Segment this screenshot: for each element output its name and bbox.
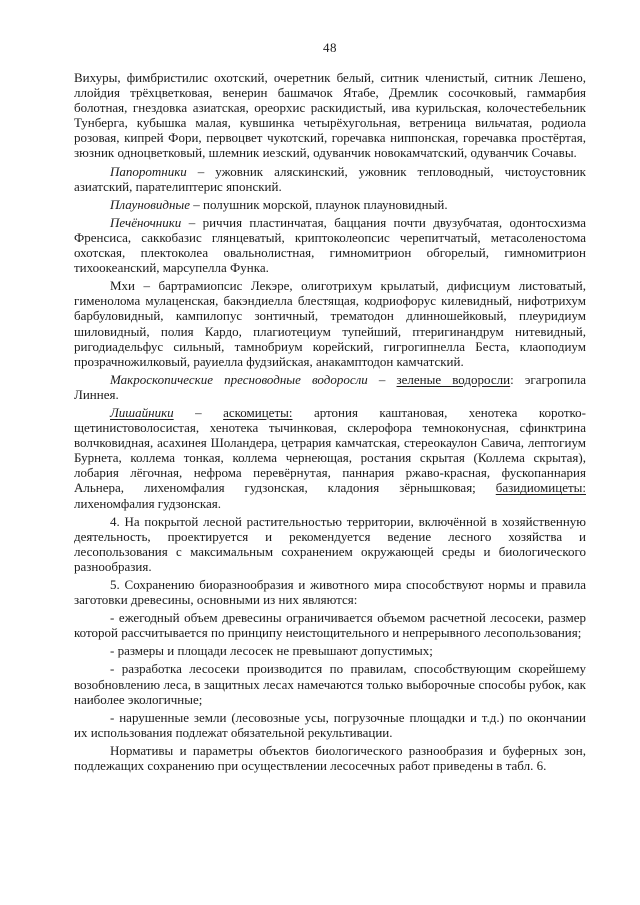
lycopods-text: – полушник морской, плаунок плауновидный.	[190, 196, 448, 212]
paragraph-ferns	[74, 164, 586, 194]
basidiomycetes-text: лихеномфалия гудзонская.	[74, 495, 221, 511]
algae-label: Макроскопические пресноводные водоросли	[110, 371, 368, 387]
paragraph-item-5: 5. Сохранению биоразнообразия и животного мира способствуют нормы и правила заготовки древесины, основными из них являются:	[74, 577, 586, 608]
ascomycetes-text: артония каштановая, хенотека коротко-щетинистоволосистая, хенотека тычинковая, склерофора темноконусная, сфинктрина волчковидная, асахинея Шоландера, цетрария камчатская, стереокаулон Савича, лептогиум Бурнета, коллема тонкая, коллема чернеющая, ростания скрытая (Коллема скрытая), лобария лёгочная, нефрома перевёрнутая, паннария ржаво-красная, фускопаннария Альнера, лихеномфалия гудзонская, кладония зёрнышковая;	[74, 404, 586, 496]
algae-text: : эгагропила Линнея.	[74, 371, 587, 402]
liverworts-label: Печёночники	[110, 214, 182, 230]
list-item-annual-volume: - ежегодный объем древесины ограничивается объемом расчетной лесосеки, размер которой рассчитывается по принципу неистощительного и непрерывного лесопользования;	[74, 610, 586, 641]
paragraph-lycopods	[74, 197, 586, 212]
page-number: 48	[323, 40, 337, 55]
ferns-text: – ужовник аляскинский, ужовник тепловодный, чистоустовник азиатский, парателиптерис японский.	[74, 163, 586, 194]
lycopods-label: Плауновидные	[110, 196, 191, 212]
ferns-label: Папоротники	[110, 163, 187, 179]
lichens-label: Лишайники	[110, 404, 174, 420]
basidiomycetes-label: базидиомицеты:	[495, 480, 586, 496]
list-item-land-reclamation: - нарушенные земли (лесовозные усы, погрузочные площадки и т.д.) по окончании их использования подлежат обязательной рекультивации.	[74, 709, 586, 740]
list-item-cutting-area-size: - размеры и площади лесосек не превышают допустимых;	[110, 643, 433, 659]
lichens-dash: –	[173, 404, 224, 420]
algae-group-label: зеленые водоросли	[396, 371, 511, 387]
liverworts-text: – риччия пластинчатая, баццания почти двузубчатая, одонтосхизма Френсиса, саккобазис глянцеватый, криптоколеопсис черепитчатый, метасоленостома охотская, плектоколеа овальнолистная, гимномитрион обгорелый, гимномитрион тихоокеанский, марсупелла Функа.	[74, 214, 586, 276]
paragraph-algae	[74, 372, 586, 402]
paragraph-liverworts	[74, 215, 586, 275]
ascomycetes-label: аскомицеты:	[223, 404, 293, 420]
list-item-cutting-rules: - разработка лесосеки производится по правилам, способствующим скорейшему возобновлению леса, в защитных лесах намечаются только выборочные способы рубок, как наиболее экологичные;	[74, 661, 586, 707]
paragraph-mosses: Мхи – бартрамиопсис Лекэре, олиготрихум крылатый, дифисциум листоватый, гименолома мулаценская, бакэндиелла блестящая, кодриофорус килевидный, нифотрихум барбуловидный, кампилопус зонтичный, трематодон длинношейковый, плеуридиум шиловидный, полия Кардо, плагиотециум тупейший, птеригинандрум нитевидный, ригодиадельфус сильный, тамнобриум корейский, гигрогипнелла Беста, клаоподиум прозрачножилковый, рауиелла фудзийская, анакамптодон камчатский.	[74, 278, 586, 369]
paragraph-rare-plants-list: Вихуры, фимбристилис охотский, очеретник белый, ситник членистый, ситник Лешено, ллойдия трёхцветковая, венерин башмачок Ятабе, Дремлик сосочковый, гаммарбия болотная, гнездовка азиатская, ореорхис раскидистый, ива курильская, колочестебельник Тунберга, кубышка малая, кувшинка четырёхугольная, ветреница вильчатая, родиола розовая, кипрей Фори, первоцвет чукотский, горечавка ниппонская, горечавка простёртая, зюзник одноцветковый, шлемник иезский, одуванчик новокамчатский, одуванчик Сочавы.	[74, 70, 586, 161]
paragraph-standards-table-ref: Нормативы и параметры объектов биологического разнообразия и буферных зон, подлежащих сохранению при осуществлении лесосечных работ приведены в табл. 6.	[74, 742, 586, 774]
paragraph-item-4: 4. На покрытой лесной растительностью территории, включённой в хозяйственную деятельность, проектируется и рекомендуется ведение лесного хозяйства и лесопользования с максимальным сохранением окружающей среды и биологического разнообразия.	[74, 513, 586, 574]
algae-dash: –	[367, 371, 397, 387]
document-body	[74, 70, 586, 773]
paragraph-lichens	[74, 405, 586, 511]
